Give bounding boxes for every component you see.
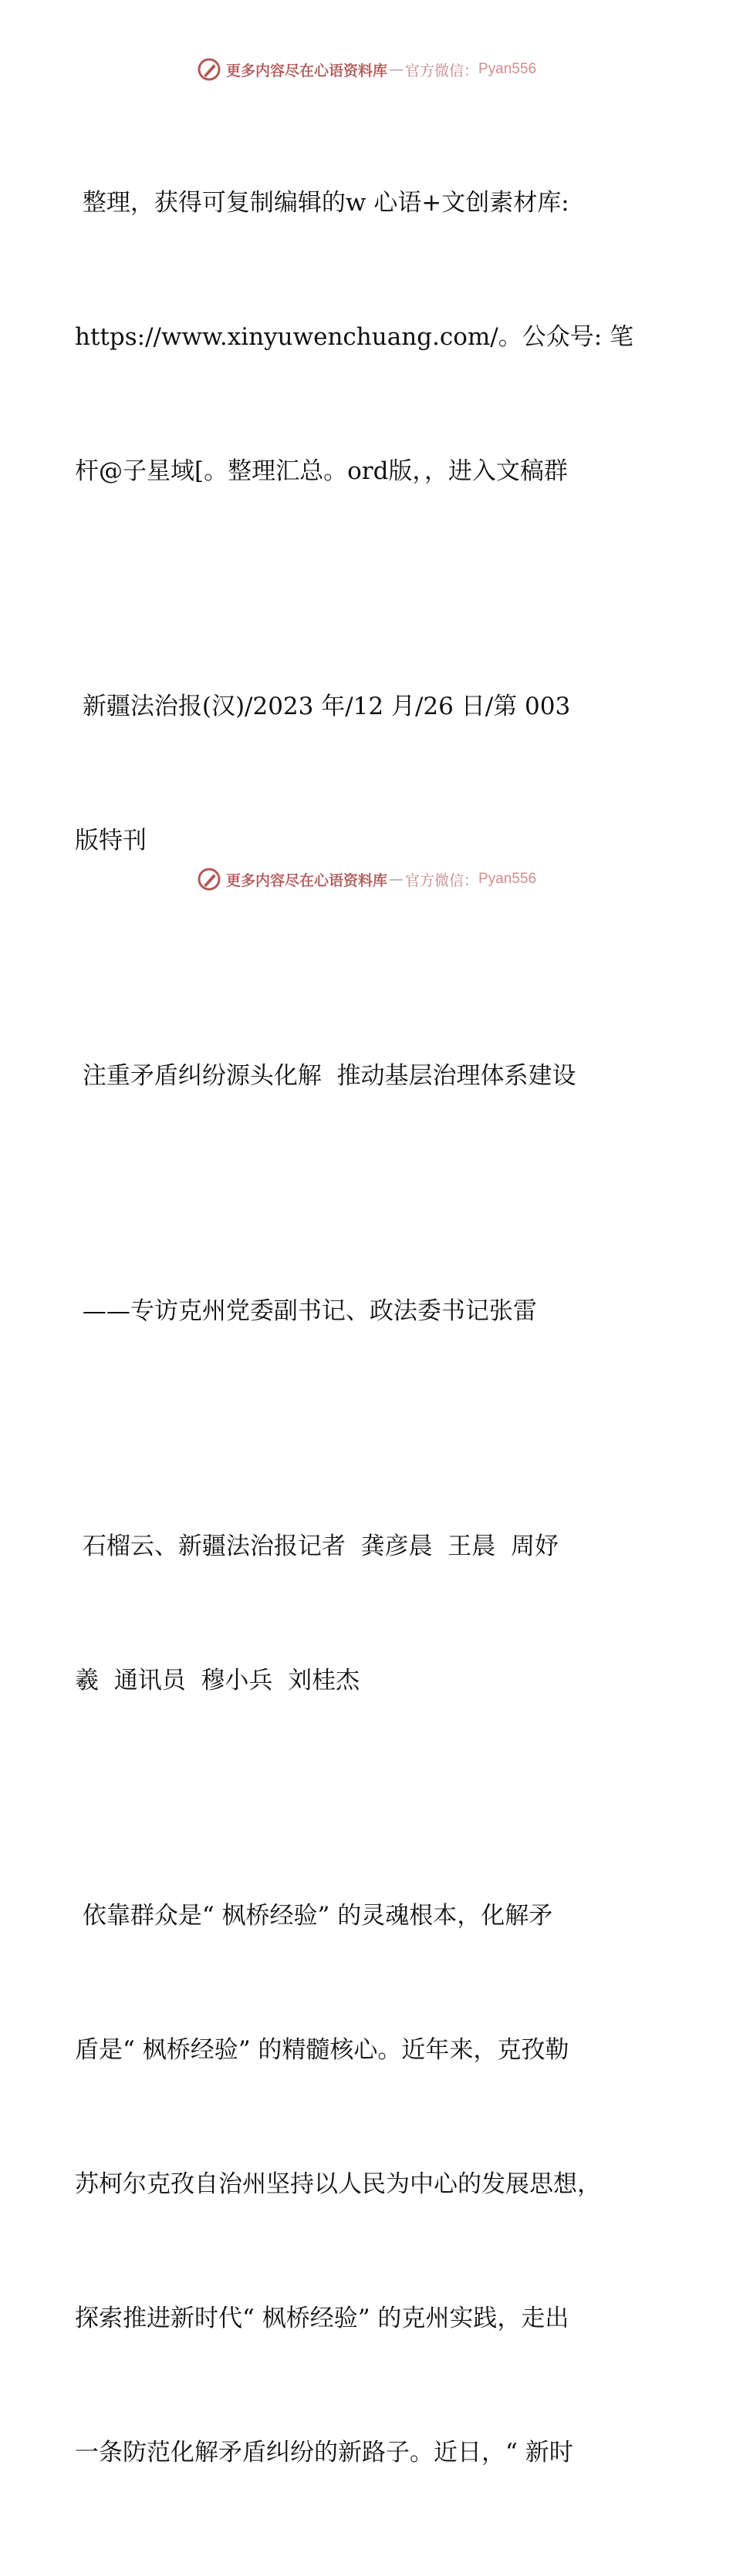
text-line: 苏柯尔克孜自治州坚持以人民为中心的发展思想， [75, 2170, 601, 2198]
article-body-paragraph [75, 1804, 661, 2564]
banner-wechat-label: 官方微信： [404, 872, 478, 889]
text-line: 整理，获得可复制编辑的w 心语+文创素材库: [75, 189, 569, 217]
paragraph-source-citation [75, 595, 661, 953]
header-watermark-banner [0, 54, 733, 85]
paragraph-intro-note [75, 91, 661, 583]
document-body [75, 91, 661, 2576]
text-line: 石榴云、新疆法治报记者 龚彦晨 王晨 周妤 [75, 1532, 559, 1560]
banner-wechat-label: 官方微信： [404, 62, 478, 79]
quill-logo-icon [197, 867, 221, 892]
text-line: 依靠群众是“ 枫桥经验” 的灵魂根本，化解矛 [75, 1902, 553, 1930]
text-line: 盾是“ 枫桥经验” 的精髓核心。近年来，克孜勒 [75, 2036, 569, 2064]
text-line: 探索推进新时代“ 枫桥经验” 的克州实践，走出 [75, 2305, 569, 2332]
text-line: https://www.xinyuwenchuang.com/。公众号: 笔 [75, 323, 634, 351]
text-line: 版特刊 [75, 827, 147, 855]
banner-main-text: 更多内容尽在心语资料库 [225, 872, 387, 889]
banner-main-text: 更多内容尽在心语资料库 [225, 62, 387, 79]
banner-separator: — [388, 61, 404, 78]
quill-logo-icon [197, 57, 221, 82]
banner-wechat-id: Pyan556 [478, 871, 537, 887]
article-title [75, 964, 661, 1188]
text-line: 新疆法治报(汉)/2023 年/12 月/26 日/第 003 [75, 693, 571, 720]
text-line: 注重矛盾纠纷源头化解 推动基层治理体系建设 [75, 1062, 576, 1090]
text-line: 羲 通讯员 穆小兵 刘桂杰 [75, 1667, 360, 1694]
article-subtitle [75, 1199, 661, 1423]
text-line: ——专访克州党委副书记、政法委书记张雷 [75, 1297, 537, 1325]
footer-watermark-banner [0, 864, 733, 895]
text-line: 杆@子星域[。整理汇总。ord版，，进入文稿群 [75, 457, 568, 485]
banner-wechat-id: Pyan556 [478, 61, 537, 77]
article-byline [75, 1435, 661, 1792]
text-line: 一条防范化解矛盾纠纷的新路子。近日，“ 新时 [75, 2439, 573, 2466]
banner-separator: — [388, 871, 404, 888]
